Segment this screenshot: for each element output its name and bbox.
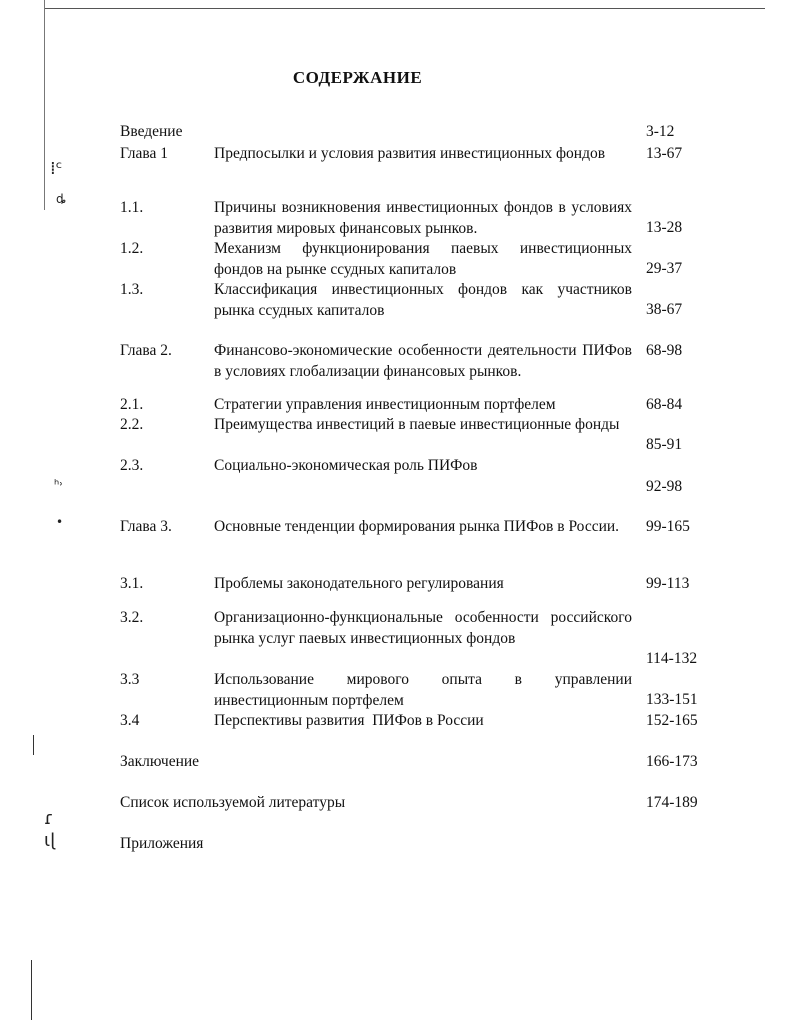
toc-entry-number: 2.2.: [120, 416, 144, 433]
toc-entry-text: Перспективы развития ПИФов в России: [214, 712, 484, 729]
toc-entry-pages: 92-98: [646, 478, 683, 495]
scan-mark: [31, 960, 32, 1020]
toc-entry-pages: 152-165: [646, 712, 698, 729]
toc-entry-text: Введение: [120, 123, 183, 140]
toc-entry-pages: 68-84: [646, 396, 683, 413]
toc-entry-pages: 114-132: [646, 650, 698, 667]
scan-smudge: ɩɭ: [44, 830, 56, 851]
toc-entry-pages: 174-189: [646, 794, 698, 811]
toc-entry-text: Механизм функционирования паевых инвестиционных фондов на рынке ссудных капиталов: [214, 240, 632, 278]
toc-entry-text: Социально-экономическая роль ПИФов: [214, 457, 478, 474]
toc-entry-text: Предпосылки и условия развития инвестиционных фондов: [214, 145, 606, 162]
toc-entry-pages: 68-98: [646, 342, 683, 359]
toc-entry-number: 1.2.: [120, 240, 144, 257]
scan-edge-top: [45, 8, 765, 9]
toc-entry-text: Использование мирового опыта в управлении инвестиционным портфелем: [214, 671, 632, 709]
toc-entry-number: 3.4: [120, 712, 140, 729]
toc-entry-number: 2.1.: [120, 396, 144, 413]
scan-smudge: ȡ: [56, 192, 67, 206]
page-title: СОДЕРЖАНИЕ: [292, 68, 423, 87]
toc-entry-text: Преимущества инвестиций в паевые инвестиционные фонды: [214, 416, 620, 433]
toc-entry-text: Финансово-экономические особенности деятельности ПИФов в условиях глобализации финансовых рынков.: [214, 342, 632, 380]
toc-entry-pages: 85-91: [646, 436, 683, 453]
toc-entry-number: 3.3: [120, 671, 140, 688]
toc-entry-number: 1.1.: [120, 199, 144, 216]
scan-edge-left: [44, 0, 45, 210]
toc-entry-text: Проблемы законодательного регулирования: [214, 575, 504, 592]
toc-entry-text: Классификация инвестиционных фондов как участников рынка ссудных капиталов: [214, 281, 632, 319]
toc-entry-pages: 99-113: [646, 575, 690, 592]
toc-entry-number: 1.3.: [120, 281, 144, 298]
toc-entry-number: 2.3.: [120, 457, 144, 474]
toc-entry-pages: 13-28: [646, 219, 683, 236]
scan-smudge: ⁞ᶜ: [50, 158, 63, 179]
toc-entry-number: 3.2.: [120, 609, 144, 626]
scan-smudge: ɾ: [44, 808, 54, 829]
toc-entry-text: Организационно-функциональные особенности российского рынка услуг паевых инвестиционных фондов: [214, 609, 632, 647]
toc-entry-number: Глава 2.: [120, 342, 172, 359]
toc-entry-pages: 166-173: [646, 753, 698, 770]
toc-entry-text: Стратегии управления инвестиционным портфелем: [214, 396, 556, 413]
toc-entry-text: Основные тенденции формирования рынка ПИФов в России.: [214, 518, 620, 535]
toc-entry-text: Приложения: [120, 835, 204, 852]
toc-entry-pages: 29-37: [646, 260, 683, 277]
toc-entry-number: Глава 3.: [120, 518, 172, 535]
scan-mark: [33, 735, 34, 755]
toc-entry-text: Причины возникновения инвестиционных фондов в условиях развития мировых финансовых рынков.: [214, 199, 632, 237]
scan-smudge: ʰ˒: [54, 478, 64, 493]
toc-entry-pages: 38-67: [646, 301, 683, 318]
toc-entry-pages: 13-67: [646, 145, 683, 162]
toc-entry-pages: 99-165: [646, 518, 690, 535]
toc-entry-text: Список используемой литературы: [120, 794, 346, 811]
toc-entry-pages: 3-12: [646, 123, 675, 140]
toc-entry-pages: 133-151: [646, 691, 698, 708]
toc-entry-text: Заключение: [120, 753, 200, 770]
scan-smudge: •: [56, 515, 64, 529]
toc-entry-number: Глава 1: [120, 145, 169, 162]
toc-entry-number: 3.1.: [120, 575, 144, 592]
